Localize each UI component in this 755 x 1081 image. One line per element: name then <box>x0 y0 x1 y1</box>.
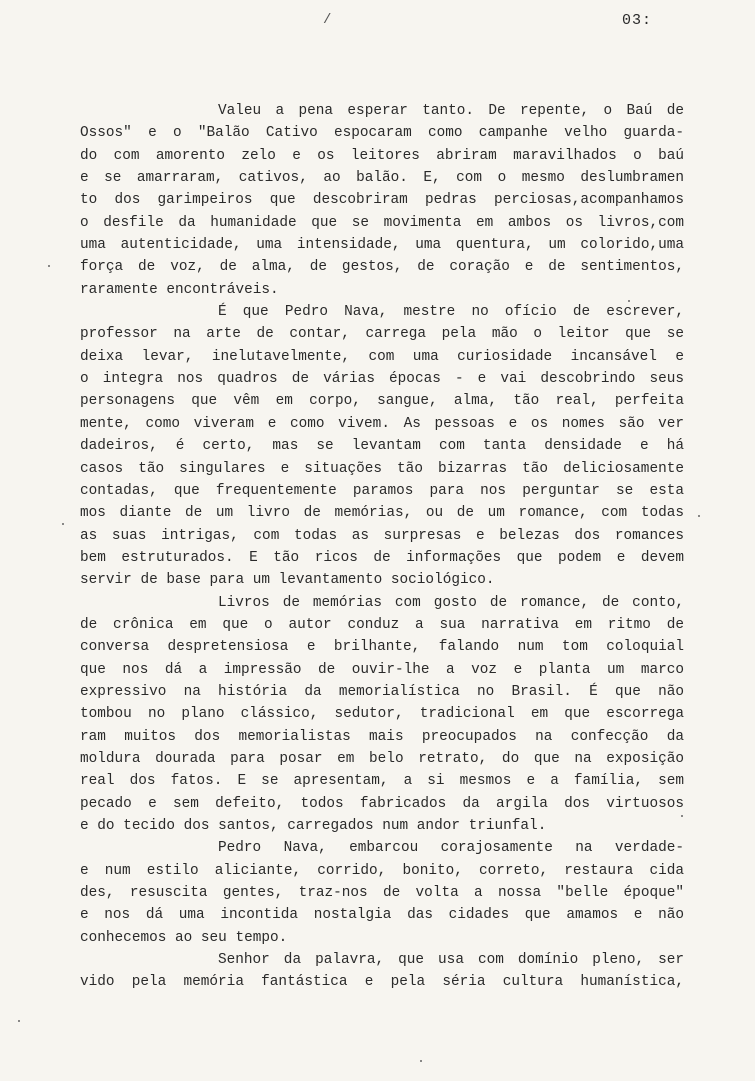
text-line: real dos fatos. E se apresentam, a si mesmos e a família, sem <box>80 773 684 790</box>
text-line: mos diante de um livro de memórias, ou de um romance, com todas <box>80 505 684 522</box>
text-line: to dos garimpeiros que descobriram pedras perciosas,acompanhamos <box>80 192 684 209</box>
text-line: servir de base para um levantamento sociológico. <box>80 572 495 589</box>
text-line: Senhor da palavra, que usa com domínio pleno, ser <box>218 952 684 969</box>
text-line: conhecemos ao seu tempo. <box>80 929 288 946</box>
text-line: personagens que vêm em corpo, sangue, alma, tão real, perfeita <box>80 393 684 410</box>
text-line: força de voz, de alma, de gestos, de coração e de sentimentos, <box>80 259 684 276</box>
text-line: casos tão singulares e situações tão bizarras tão deliciosamente <box>80 460 684 477</box>
text-line: Ossos" e o "Balão Cativo espocaram como campanhe velho guarda- <box>80 125 684 142</box>
text-line: e se amarraram, cativos, ao balão. E, com o mesmo deslumbramen <box>80 170 684 187</box>
text-line: contadas, que frequentemente paramos para nos perguntar se esta <box>80 482 684 499</box>
text-line: deixa levar, inelutavelmente, com uma curiosidade incansável e <box>80 348 684 365</box>
scan-speck <box>62 523 64 525</box>
scan-speck <box>698 515 700 517</box>
text-line: do com amorento zelo e os leitores abriram maravilhados o baú <box>80 147 684 164</box>
text-line: conversa despretensiosa e brilhante, falando num tom coloquial <box>80 639 684 656</box>
text-line: dadeiros, é certo, mas se levantam com tanta densidade e há <box>80 438 684 455</box>
text-line: des, resuscita gentes, traz-nos de volta a nossa "belle époque" <box>80 885 684 902</box>
scan-speck <box>18 1020 20 1022</box>
text-line: que nos dá a impressão de ouvir-lhe a voz e planta um marco <box>80 661 684 678</box>
text-line: Valeu a pena esperar tanto. De repente, o Baú de <box>218 103 684 119</box>
text-line: bem estruturados. E tão ricos de informações que podem e devem <box>80 549 684 566</box>
text-line: expressivo na história da memorialística no Brasil. É que não <box>80 683 684 700</box>
page-number: 03: <box>622 12 653 29</box>
text-line: raramente encontráveis. <box>80 281 279 298</box>
text-line: É que Pedro Nava, mestre no ofício de escrever, <box>218 304 684 321</box>
text-line: e num estilo aliciante, corrido, bonito, correto, restaura cida <box>80 862 684 879</box>
text-line: Pedro Nava, embarcou corajosamente na verdade- <box>218 840 684 857</box>
text-line: ram muitos dos memorialistas mais preocupados na confecção da <box>80 728 684 745</box>
text-line: e do tecido dos santos, carregados num andor triunfal. <box>80 818 547 834</box>
scan-speck <box>681 815 683 817</box>
text-line: e nos dá uma incontida nostalgia das cidades que amamos e não <box>80 907 684 924</box>
text-line: as suas intrigas, com todas as surpresas e belezas dos romances <box>80 527 684 544</box>
text-line: pecado e sem defeito, todos fabricados da argila dos virtuosos <box>80 795 684 812</box>
text-line: uma autenticidade, uma intensidade, uma quentura, um colorido,uma <box>80 237 684 254</box>
text-line: o desfile da humanidade que se movimenta em ambos os livros,com <box>80 214 684 231</box>
text-line: o integra nos quadros de várias épocas - e vai descobrindo seus <box>80 371 684 388</box>
text-line: de crônica em que o autor conduz a sua narrativa em ritmo de <box>80 616 684 633</box>
stray-mark: / <box>323 12 332 28</box>
scan-speck <box>628 300 630 302</box>
text-line: tombou no plano clássico, sedutor, tradicional em que escorrega <box>80 706 684 723</box>
text-line: Livros de memórias com gosto de romance, de conto, <box>218 594 684 611</box>
scan-speck <box>420 1060 422 1062</box>
scan-speck <box>48 265 50 267</box>
text-line: moldura dourada para posar em belo retrato, do que na exposição <box>80 750 684 767</box>
text-line: vido pela memória fantástica e pela séria cultura humanística, <box>80 974 684 991</box>
text-line: mente, como viveram e como vivem. As pessoas e os nomes são ver <box>80 415 684 432</box>
text-line: professor na arte de contar, carrega pela mão o leitor que se <box>80 326 684 343</box>
text-body <box>80 100 684 994</box>
